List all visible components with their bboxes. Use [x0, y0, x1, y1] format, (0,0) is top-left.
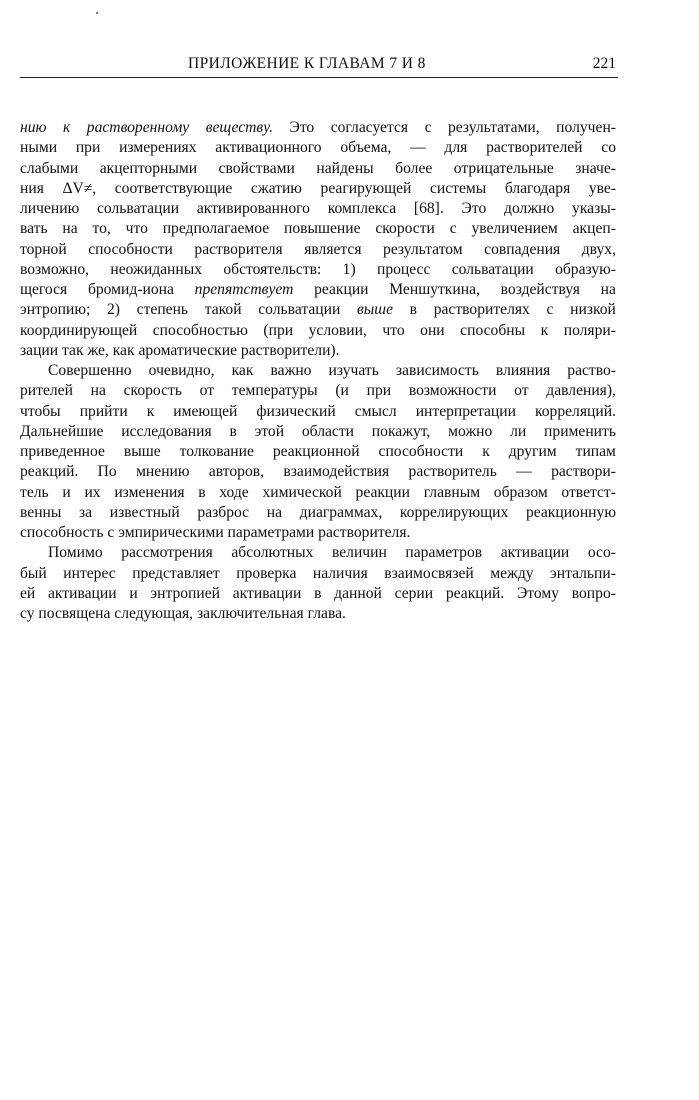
word: к [540, 321, 549, 339]
word: можно [448, 422, 493, 440]
word: известный [109, 503, 180, 521]
word: прийти [79, 402, 128, 420]
word: и [62, 483, 71, 501]
word: со [601, 139, 616, 157]
word: от [199, 382, 215, 400]
word: смысл [354, 402, 397, 420]
word: вать [20, 220, 48, 238]
paragraph [20, 118, 616, 361]
italic-word: веществу. [205, 119, 274, 136]
text-line [20, 422, 616, 442]
word: мнению [136, 463, 190, 481]
word: изменения [114, 483, 185, 501]
scan-speck [96, 12, 98, 14]
word: получен- [556, 119, 616, 136]
word: торной [20, 240, 67, 258]
word: условии, [308, 321, 367, 339]
word: взаимосвязей [384, 564, 474, 582]
word: что [125, 220, 148, 238]
word: с [424, 119, 432, 136]
word: должно [504, 200, 555, 217]
word: личению [20, 200, 80, 217]
word: приведенное [20, 443, 105, 460]
word: главным [423, 483, 481, 501]
word: толкование [179, 443, 254, 460]
word: применить [544, 422, 616, 440]
italic-word: препятствует [194, 281, 294, 298]
word: Совершенно [48, 362, 132, 379]
word: ходе [219, 483, 249, 501]
word: предполагаемое [162, 220, 270, 238]
text-line [20, 219, 616, 239]
word: раствори- [551, 463, 616, 481]
word: в [314, 584, 322, 602]
word: реагирующей [320, 179, 412, 197]
word: ответст- [561, 483, 616, 501]
word: результатами, [447, 119, 540, 136]
word: акцеп- [572, 220, 616, 238]
word: бый [20, 564, 47, 582]
word: активационного [215, 139, 322, 157]
word: воздействуя [500, 281, 580, 298]
word: результатом [383, 240, 463, 258]
word: (и [335, 382, 349, 400]
text-line [20, 179, 616, 199]
word: изучать [328, 362, 379, 379]
word: корреляций. [534, 402, 616, 420]
word: при [366, 382, 392, 400]
word: сольватации [451, 260, 534, 278]
text-line [20, 300, 616, 320]
word: отрицательные [453, 159, 554, 177]
word: интерес [63, 564, 116, 582]
word: активированного [196, 200, 310, 217]
word: выше [123, 443, 161, 460]
word: энтропией [150, 584, 221, 602]
word: представляет [132, 564, 220, 582]
word: совпадения [484, 240, 561, 258]
word: к [482, 443, 490, 460]
word: параметров [405, 544, 483, 562]
word: указы- [572, 200, 616, 217]
word: другим [508, 443, 557, 460]
word: бромид-иона [87, 281, 174, 298]
word: возможности [408, 382, 497, 400]
word: активации [232, 584, 302, 602]
word: более [395, 159, 433, 177]
word: объема, [340, 139, 392, 157]
running-title: ПРИЛОЖЕНИЕ К ГЛАВАМ 7 И 8 [188, 55, 426, 72]
text-line [20, 604, 616, 624]
word: раство- [567, 362, 616, 379]
word: свойствами [218, 159, 295, 177]
text-line [20, 442, 616, 462]
text-line [20, 138, 616, 158]
paragraph [20, 543, 616, 624]
word: образую- [555, 260, 616, 278]
text-span: су посвящена следующая, заключительная глава. [20, 605, 346, 622]
text-span: способность с эмпирическими параметрами растворителя. [20, 524, 411, 541]
word: исследования [121, 422, 212, 440]
word: они [420, 321, 445, 339]
word: активации [48, 584, 117, 602]
word: реакционной [272, 443, 360, 460]
word: ными [20, 139, 58, 157]
word: важно [270, 362, 312, 379]
word: на [62, 220, 78, 238]
word: степень [136, 301, 189, 319]
word: сжатию [250, 179, 302, 197]
word: Дальнейшие [20, 422, 104, 440]
word: скорости [375, 220, 435, 238]
word: на [90, 382, 106, 400]
word: измерениях [119, 139, 197, 157]
text-line [20, 260, 616, 280]
word: что [382, 321, 405, 339]
paragraph [20, 361, 616, 543]
word: на [600, 281, 616, 298]
text-line [20, 159, 616, 179]
word: способностью [152, 321, 248, 339]
word: очевидно, [148, 362, 215, 379]
word: ли [510, 422, 527, 440]
text-line [20, 280, 616, 300]
word: Помимо [48, 544, 103, 562]
word: между [490, 564, 534, 582]
word: обстоятельств: [223, 260, 322, 278]
word: благодаря [504, 179, 571, 197]
running-header [20, 55, 618, 78]
word: авторов, [208, 463, 265, 481]
word: увеличением [471, 220, 558, 238]
text-line [20, 402, 616, 422]
word: Этому [516, 584, 560, 602]
word: согласуется [330, 119, 409, 136]
word: давления), [546, 382, 616, 400]
word: скорость [123, 382, 182, 400]
word: их [84, 483, 101, 501]
word: от [514, 382, 529, 400]
text-span: зации так же, как ароматические растворители). [20, 341, 340, 359]
word: ΔV≠, [62, 179, 97, 197]
word: (при [263, 321, 294, 339]
word: величин [331, 544, 387, 562]
italic-word: к [63, 119, 71, 136]
text-line [20, 503, 616, 523]
text-line [20, 321, 616, 341]
word: По [97, 463, 117, 481]
page-number: 221 [592, 55, 616, 72]
word: сольватации [97, 200, 180, 217]
text-line [20, 564, 616, 584]
word: влияния [495, 362, 551, 379]
text-line [20, 483, 616, 503]
word: в [409, 301, 418, 319]
word: сольватации [258, 301, 341, 319]
word: — [410, 139, 426, 157]
word: ния [20, 179, 44, 197]
text-line [20, 381, 616, 401]
word: вопро- [571, 584, 616, 602]
word: этой [254, 422, 285, 440]
word: области [301, 422, 354, 440]
word: покажут, [371, 422, 431, 440]
word: реакций. [445, 584, 505, 602]
word: активации [500, 544, 570, 562]
word: за [79, 503, 93, 521]
word: на [266, 503, 283, 521]
word: системы [429, 179, 487, 197]
word: серии [394, 584, 434, 602]
word: возможно, [20, 260, 90, 278]
italic-word: выше [356, 301, 393, 319]
word: взаимодействия [283, 463, 390, 481]
word: энтропию; [20, 301, 91, 319]
word: проверка [236, 564, 297, 582]
word: температуры [231, 382, 318, 400]
word: такой [204, 301, 242, 319]
word: повышение [283, 220, 361, 238]
italic-word: нию [20, 119, 47, 136]
text-line [20, 341, 616, 361]
word: реакции [314, 281, 369, 298]
word: зависимость [395, 362, 479, 379]
word: с [546, 301, 554, 319]
word: слабыми [20, 159, 79, 177]
text-line [20, 118, 616, 138]
text-line [20, 543, 616, 563]
word: Это [461, 200, 487, 217]
text-line [20, 584, 616, 604]
word: способности [378, 443, 464, 460]
word: 1) [342, 260, 356, 278]
word: разброс [197, 503, 250, 521]
word: значе- [575, 159, 616, 177]
word: имеющей [173, 402, 238, 420]
word: уве- [588, 179, 616, 197]
word: химической [262, 483, 342, 501]
word: и [129, 584, 138, 602]
word: низкой [570, 301, 616, 319]
word: акцепторными [99, 159, 198, 177]
word: комплекса [327, 200, 397, 217]
word: абсолютных [231, 544, 314, 562]
word: рассмотрения [121, 544, 213, 562]
word: тель [20, 483, 49, 501]
body-text [20, 118, 616, 624]
word: типам [575, 443, 616, 460]
word: ей [20, 584, 36, 602]
word: — [516, 463, 532, 481]
italic-word: растворенному [86, 119, 190, 136]
word: коррелирующих [399, 503, 509, 521]
word: растворителя [194, 240, 283, 258]
word: реакции [355, 483, 410, 501]
word: рителей [20, 382, 73, 400]
word: при [75, 139, 101, 157]
word: поляри- [563, 321, 616, 339]
word: диаграммах, [299, 503, 383, 521]
word: является [304, 240, 362, 258]
word: осо- [587, 544, 616, 562]
word: интерпретации [415, 402, 516, 420]
text-line [20, 199, 616, 219]
word: щегося [20, 281, 68, 298]
word: найдены [316, 159, 374, 177]
word: растворителей [486, 139, 583, 157]
word: соответствующие [114, 179, 233, 197]
word: энтальпи- [550, 564, 616, 582]
word: Это [289, 119, 315, 136]
word: наличия [312, 564, 368, 582]
word: в [229, 422, 237, 440]
word: к [146, 402, 155, 420]
text-line [20, 462, 616, 482]
word: реакций. [20, 463, 79, 481]
word: реакционную [525, 503, 616, 521]
word: то, [92, 220, 111, 238]
text-line [20, 361, 616, 381]
word: координирующей [20, 321, 138, 339]
word: [68]. [413, 200, 444, 217]
word: способности [88, 240, 173, 258]
word: растворителях [433, 301, 530, 319]
word: 2) [106, 301, 120, 319]
word: как [231, 362, 254, 379]
word: растворитель [408, 463, 497, 481]
word: с [449, 220, 457, 238]
word: в [198, 483, 206, 501]
text-line [20, 523, 616, 543]
word: данной [334, 584, 382, 602]
word: чтобы [20, 402, 61, 420]
word: двух, [581, 240, 616, 258]
word: для [444, 139, 468, 157]
word: образом [493, 483, 548, 501]
text-line [20, 240, 616, 260]
word: неожиданных [110, 260, 203, 278]
word: венны [20, 503, 62, 521]
word: физический [256, 402, 336, 420]
word: Меншуткина, [389, 281, 480, 298]
word: способны [460, 321, 526, 339]
word: процесс [376, 260, 431, 278]
